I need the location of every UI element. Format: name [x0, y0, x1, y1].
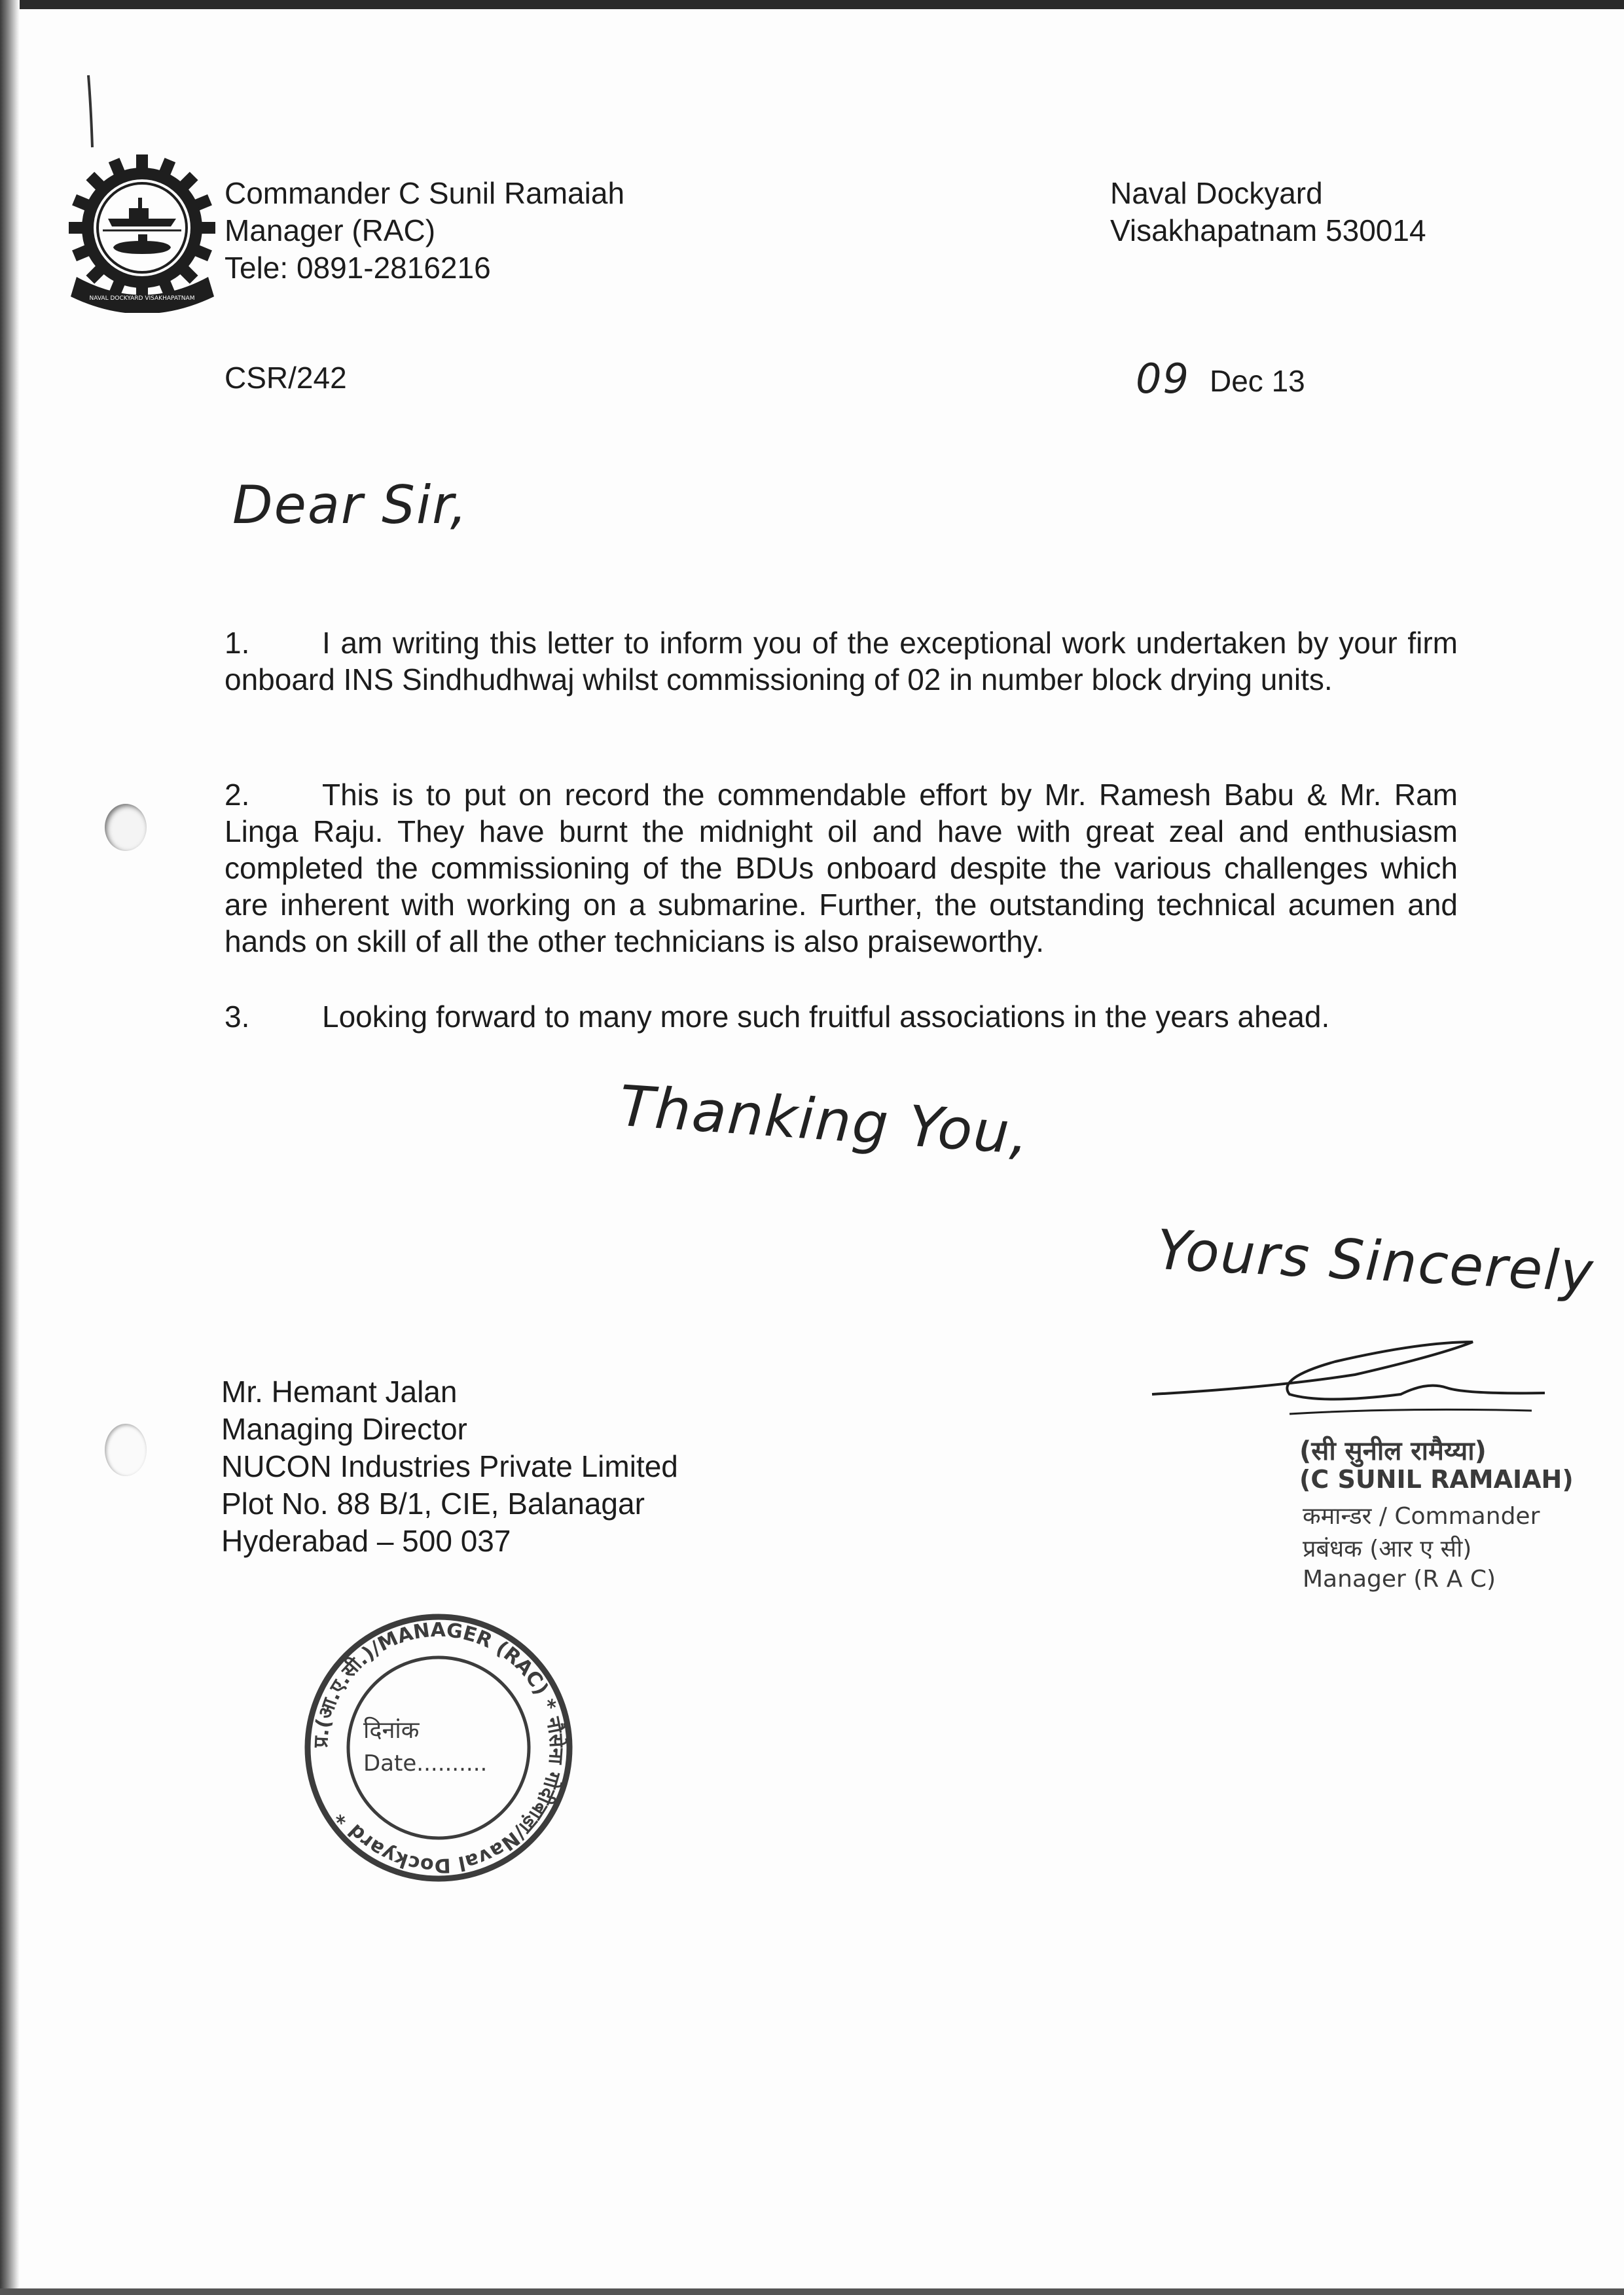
logo-motto: NAVAL DOCKYARD VISAKHAPATNAM — [89, 295, 195, 302]
reference-number: CSR/242 — [225, 361, 347, 395]
punch-hole — [105, 1424, 147, 1476]
stamp-date-label: Date.......... — [363, 1750, 488, 1777]
stamp-role-hindi: प्रबंधक (आर ए सी) — [1303, 1536, 1472, 1563]
handwritten-date-day: 09 — [1136, 355, 1190, 403]
salutation: Dear Sir, — [232, 475, 469, 535]
stamp-name-hindi: (सी सुनील रामैय्या) — [1299, 1436, 1487, 1466]
stamp-name-english: (C SUNIL RAMAIAH) — [1299, 1465, 1574, 1494]
recipient-company: NUCON Industries Private Limited — [221, 1449, 678, 1483]
stamp-date-label-hindi: दिनांक — [363, 1717, 420, 1744]
recipient-name: Mr. Hemant Jalan — [221, 1375, 458, 1409]
sender-phone: Tele: 0891-2816216 — [225, 251, 491, 285]
stamp-ring-text: प्र.(आ.ए.सी.)/MANAGER (RAC) * नौसेना गोदीबाड़ा/Naval Dockyard * — [309, 1618, 568, 1877]
paragraph-text: I am writing this letter to inform you of the exceptional work undertaken by your firm onboard INS Sindhudhwaj whilst commissioning of 02 in number block drying units. — [225, 626, 1458, 696]
recipient-title: Managing Director — [221, 1412, 467, 1446]
closing-thanks: Thanking You, — [617, 1074, 1032, 1168]
date-typed: Dec 13 — [1210, 364, 1305, 398]
scan-left-edge — [0, 0, 20, 2295]
paragraph-3 — [225, 998, 1458, 1035]
pen-mark — [82, 69, 101, 154]
scan-bottom-edge — [0, 2288, 1624, 2295]
sender-title: Manager (RAC) — [225, 213, 436, 247]
paragraph-text: This is to put on record the commendable effort by Mr. Ramesh Babu & Mr. Ram Linga Raju. They have burnt the midnight oil and have with great zeal and enthusiasm completed the commissioning of the BDUs onboard despite the various challenges which are inherent with working on a submarine. Further, the outstanding technical acumen and hands on skill of all the other technicians is also praiseworthy. — [225, 778, 1458, 958]
punch-hole — [105, 804, 147, 851]
stamp-rank: कमान्डर / Commander — [1303, 1503, 1540, 1530]
naval-dockyard-logo-icon — [69, 149, 216, 313]
stamp-role-english: Manager (R A C) — [1303, 1566, 1496, 1593]
scan-top-edge — [0, 0, 1624, 9]
paragraph-1 — [225, 624, 1458, 698]
sender-name: Commander C Sunil Ramaiah — [225, 176, 625, 210]
paragraph-number: 1. — [225, 626, 250, 660]
round-office-stamp — [298, 1610, 579, 1885]
signature — [1139, 1316, 1558, 1427]
recipient-city: Hyderabad – 500 037 — [221, 1524, 511, 1558]
org-name: Naval Dockyard — [1110, 176, 1323, 210]
closing-sign-off: Yours Sincerely — [1155, 1218, 1596, 1305]
paragraph-number: 3. — [225, 1000, 250, 1034]
paragraph-text: Looking forward to many more such fruitful associations in the years ahead. — [322, 1000, 1330, 1034]
paragraph-number: 2. — [225, 778, 250, 812]
recipient-address: Plot No. 88 B/1, CIE, Balanagar — [221, 1487, 645, 1521]
paragraph-2 — [225, 776, 1458, 960]
org-city: Visakhapatnam 530014 — [1110, 213, 1426, 247]
